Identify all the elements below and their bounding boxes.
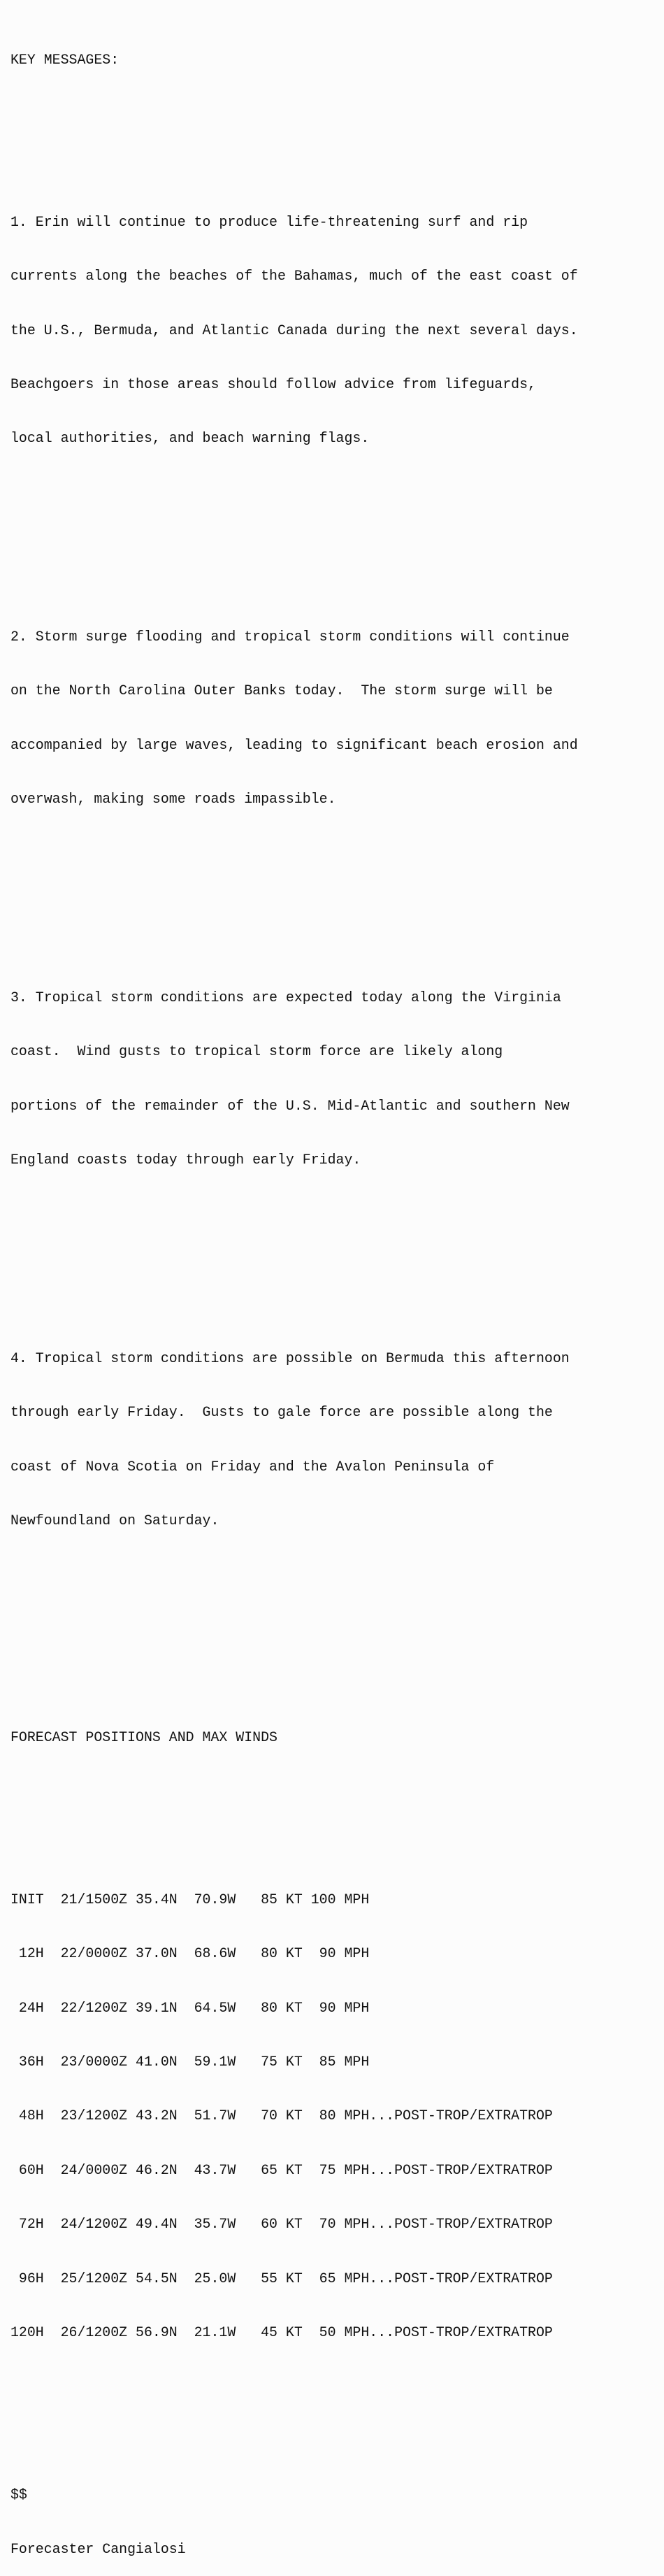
- forecast-row: 96H 25/1200Z 54.5N 25.0W 55 KT 65 MPH...POST-TROP/EXTRATROP: [10, 2270, 553, 2287]
- blank-line: [10, 1782, 661, 1801]
- key-message-2: [10, 592, 661, 845]
- key-message-line: the U.S., Bermuda, and Atlantic Canada during the next several days.: [10, 322, 578, 338]
- blank-line: [10, 520, 661, 538]
- forecast-heading: FORECAST POSITIONS AND MAX WINDS: [10, 1729, 277, 1745]
- forecast-row: 60H 24/0000Z 46.2N 43.7W 65 KT 75 MPH...POST-TROP/EXTRATROP: [10, 2161, 553, 2178]
- key-message-4: [10, 1313, 661, 1566]
- blank-line: [10, 1241, 661, 1259]
- key-messages-heading: KEY MESSAGES:: [10, 51, 120, 68]
- key-message-line: Beachgoers in those areas should follow advice from lifeguards,: [10, 375, 536, 392]
- key-message-1: [10, 177, 661, 484]
- key-message-3: [10, 952, 661, 1205]
- blank-line: [10, 1656, 661, 1675]
- blank-line: [10, 1602, 661, 1620]
- advisory-text-document: [10, 15, 661, 2576]
- key-message-line: Newfoundland on Saturday.: [10, 1512, 219, 1529]
- key-message-line: portions of the remainder of the U.S. Mid-Atlantic and southern New: [10, 1097, 570, 1114]
- key-message-line: overwash, making some roads impassible.: [10, 791, 336, 808]
- key-message-line: on the North Carolina Outer Banks today. The storm surge will be: [10, 682, 553, 699]
- blank-line: [10, 2414, 661, 2432]
- blank-line: [10, 105, 661, 123]
- key-message-line: accompanied by large waves, leading to significant beach erosion and: [10, 736, 578, 753]
- key-message-line: 4. Tropical storm conditions are possible on Bermuda this afternoon: [10, 1350, 570, 1366]
- key-message-line: currents along the beaches of the Bahamas, much of the east coast of: [10, 268, 578, 285]
- forecast-table: [10, 1854, 661, 2377]
- forecast-row: INIT 21/1500Z 35.4N 70.9W 85 KT 100 MPH: [10, 1891, 370, 1908]
- key-message-line: local authorities, and beach warning flags.: [10, 430, 370, 447]
- key-message-line: England coasts today through early Friday.: [10, 1152, 361, 1168]
- forecast-row: 12H 22/0000Z 37.0N 68.6W 80 KT 90 MPH: [10, 1945, 370, 1962]
- key-message-line: 3. Tropical storm conditions are expected today along the Virginia: [10, 989, 561, 1006]
- forecast-row: 24H 22/1200Z 39.1N 64.5W 80 KT 90 MPH: [10, 1999, 370, 2016]
- forecast-row: 72H 24/1200Z 49.4N 35.7W 60 KT 70 MPH...POST-TROP/EXTRATROP: [10, 2216, 553, 2233]
- key-message-line: through early Friday. Gusts to gale force are possible along the: [10, 1404, 553, 1421]
- key-message-line: coast of Nova Scotia on Friday and the Avalon Peninsula of: [10, 1458, 495, 1475]
- forecaster-signature: Forecaster Cangialosi: [10, 2540, 186, 2557]
- end-of-product-marker: $$: [10, 2486, 27, 2503]
- forecast-row: 36H 23/0000Z 41.0N 59.1W 75 KT 85 MPH: [10, 2054, 370, 2070]
- key-message-line: 2. Storm surge flooding and tropical storm conditions will continue: [10, 629, 570, 645]
- blank-line: [10, 880, 661, 899]
- key-message-line: 1. Erin will continue to produce life-threatening surf and rip: [10, 213, 528, 230]
- forecast-row: 120H 26/1200Z 56.9N 21.1W 45 KT 50 MPH...POST-TROP/EXTRATROP: [10, 2324, 553, 2340]
- key-message-line: coast. Wind gusts to tropical storm force are likely along: [10, 1043, 503, 1060]
- forecast-row: 48H 23/1200Z 43.2N 51.7W 70 KT 80 MPH...POST-TROP/EXTRATROP: [10, 2108, 553, 2124]
